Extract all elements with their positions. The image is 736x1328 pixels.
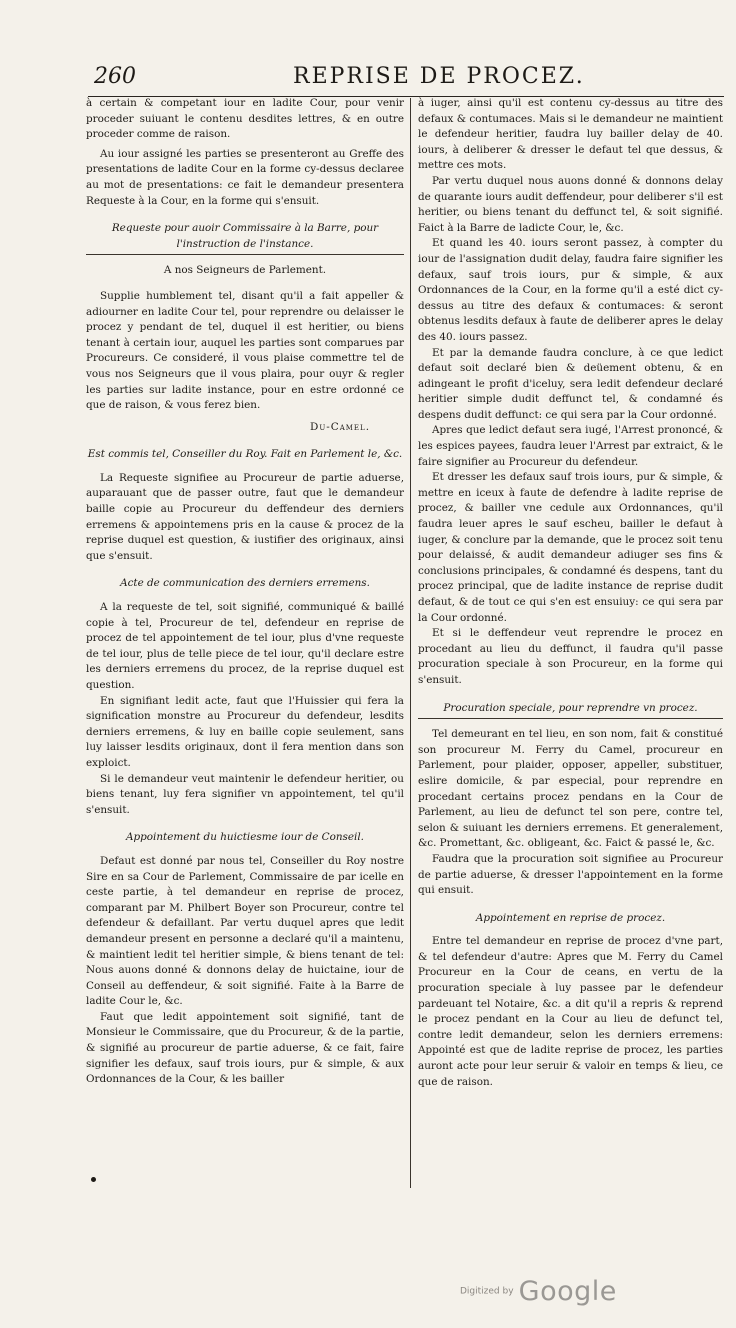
paragraph: Au iour assigné les parties se presenteront au Greffe des presentations de ladite Cour en la forme cy-dessus declaree au mot de presentations: ce fait le demandeur presentera Requeste à la Cour, en la forme qui s'ensuit. [86, 147, 404, 207]
section-heading: Appointement du huictiesme iour de Conseil. [125, 831, 364, 844]
paragraph: Par vertu duquel nous auons donné & donnons delay de quarante iours audit deffendeur, pour deliberer s'il est heritier, ou biens tenant du deffunct tel, & soit signifié. Faict à la Barre de ladicte Cour, le, &c. [418, 174, 723, 234]
salutation: A nos Seigneurs de Parlement. [163, 264, 327, 277]
paragraph: Tel demeurant en tel lieu, en son nom, fait & constitué son procureur M. Ferry du Camel, procureur en Parlement, pour plaider, opposer, appeller, substituer, eslire domicile, & par especial, pour reprendre en procedant certains procez pendans en la Cour de Parlement, au lieu de defunct tel son pere, contre tel, selon & suiuant les derniers erremens. Et generalement, &c. Promettant, &c. obligeant, &c. Faict & passé le, &c. [418, 728, 723, 850]
paragraph: Defaut est donné par nous tel, Conseiller du Roy nostre Sire en sa Cour de Parlement, Commissaire de par icelle en ceste partie, à tel demandeur en reprise de procez, comparant par M. Philbert Boyer son Procureur, contre tel defendeur & defaillant. Par vertu duquel apres que ledit demandeur present en personne a declaré qu'il a maintenu, & maintient ledit tel heritier simple, & biens tenant de tel: Nous auons donné & donnons delay de huictaine, iour de Conseil au deffendeur, & soit signifié. Faite à la Barre de ladite Cour le, &c. [86, 854, 404, 1008]
paragraph: A la requeste de tel, soit signifié, communiqué & baillé copie à tel, Procureur de tel, defendeur en reprise de procez de tel appointement de tel iour, plus d'vne requeste de tel iour, plus de telle piece de tel iour, qu'il declare estre les derniers erremens du procez, de la reprise duquel est question. [86, 601, 404, 691]
section-heading: Acte de communication des derniers erremens. [120, 577, 370, 590]
paragraph: à iuger, ainsi qu'il est contenu cy-dessus au titre des defaux & contumaces. Mais si le demandeur ne maintient le defendeur heritier, faudra luy bailler delay de 40. iours, à deliberer & dresser le defaut tel que dessus, & mettre ces mots. [418, 97, 723, 172]
margin-bullet [91, 1177, 96, 1182]
paragraph: à certain & competant iour en ladite Cour, pour venir proceder suiuant le contenu desdites lettres, & en outre proceder comme de raison. [86, 97, 404, 141]
section-heading: Procuration speciale, pour reprendre vn procez. [418, 701, 723, 720]
paragraph: Si le demandeur veut maintenir le defendeur heritier, ou biens tenant, luy fera signifier vn appointement, tel qu'il s'ensuit. [86, 772, 404, 816]
section-heading: Appointement en reprise de procez. [475, 911, 666, 924]
paragraph: Et dresser les defaux sauf trois iours, pur & simple, & mettre en iceux à faute de defendre à ladite reprise de procez, & bailler vne cedule aux Ordonnances, qu'il faudra leuer apres le sauf escheu, bailler le defaut à iuger, & conclure par la demande, que le procez soit tenu pour delaissé, & audit demandeur adiuger ses fins & conclusions principales, & condamné és despens, tant du procez principal, que de ladite instance de reprise dudit defaut, & de tout ce qui s'en est ensuiuy: ce qui sera par la Cour ordonné. [418, 471, 723, 624]
paragraph: Faudra que la procuration soit signifiee au Procureur de partie aduerse, & dresser l'appointement en la forme qui ensuit. [418, 852, 723, 897]
paragraph: Apres que ledict defaut sera iugé, l'Arrest prononcé, & les espices payees, faudra leuer l'Arrest par extraict, & le faire signifier au Procureur du defendeur. [418, 424, 723, 468]
digitized-watermark [460, 1276, 617, 1307]
paragraph: La Requeste signifiee au Procureur de partie aduerse, auparauant que de passer outre, faut que le demandeur baille copie au Procureur du deffendeur des derniers erremens & appointemens pris en la cause & procez de la reprise duquel est question, & iustifier des originaux, ainsi que s'ensuit. [86, 471, 404, 562]
paragraph: Entre tel demandeur en reprise de procez d'vne part, & tel defendeur d'autre: Apres que M. Ferry du Camel Procureur en la Cour de ceans, en vertu de la procuration speciale à luy passee par le defendeur pardeuant tel Notaire, &c. a dit qu'il a repris & reprend le procez pendant en la Cour au lieu de defunct tel, contre ledit demandeur, selon les derniers erremens: Appointé est que de ladite reprise de procez, les parties auront acte pour leur seruir & valoir en temps & lieu, ce que de raison. [418, 935, 723, 1088]
right-column [418, 96, 723, 1188]
paragraph: Et si le deffendeur veut reprendre le procez en procedant au lieu du deffunct, il faudra qu'il passe procuration speciale à son Procureur, en la forme qui s'ensuit. [418, 627, 723, 686]
google-logo: Google [518, 1276, 617, 1307]
paragraph: En signifiant ledit acte, faut que l'Huissier qui fera la signification monstre au Procureur du defendeur, lesdits derniers erremens, & luy en baille copie seulement, sans luy laisser lesdits originaux, dont il fera mention dans son exploict. [86, 694, 404, 769]
section-heading: Requeste pour auoir Commissaire à la Barre, pour l'instruction de l'instance. [86, 221, 404, 255]
signature-line: Du-Camel. [310, 420, 370, 433]
page-number: 260 [94, 64, 136, 89]
page-header [88, 60, 724, 97]
paragraph: Faut que ledit appointement soit signifié, tant de Monsieur le Commissaire, que du Procureur, & de la partie, & signifié au procureur de partie aduerse, & ce fait, faire signifier les defaux, sauf trois iours, pur & simple, & aux Ordonnances de la Cour, & les bailler [86, 1010, 404, 1086]
left-column [86, 96, 404, 1188]
paragraph: Et quand les 40. iours seront passez, à compter du iour de l'assignation dudit delay, faudra faire signifier les defaux, sauf trois iours, pur & simple, & aux Ordonnances de la Cour, en la forme qu'il a esté dict cy-dessus au titre des defaux & contumaces: & seront obtenus lesdits defaux à faute de deliberer apres le delay des 40. iours passez. [418, 237, 723, 343]
digitized-by-label: Digitized by [460, 1286, 514, 1297]
running-title: REPRISE DE PROCEZ. [293, 64, 585, 89]
paragraph: Et par la demande faudra conclure, à ce que ledict defaut soit declaré bien & deüement obtenu, & en adingeant le profit d'iceluy, sera ledit defendeur declaré heritier simple dudit deffunct tel, & condamné és despens dudit deffunct: ce qui sera par la Cour ordonné. [418, 346, 723, 421]
column-divider [410, 98, 411, 1188]
section-heading: Est commis tel, Conseiller du Roy. Fait en Parlement le, &c. [87, 448, 403, 461]
paragraph: Supplie humblement tel, disant qu'il a fait appeller & adiourner en ladite Cour tel, pour reprendre ou delaisser le procez y pendant de tel, duquel il est heritier, ou biens tenant à certain iour, auquel les parties sont comparues par Procureurs. Ce consideré, il vous plaise commettre tel de vous nos Seigneurs que il vous plaira, pour ouyr & regler les parties sur ladite instance, pour en estre ordonné ce que de raison, & vous ferez bien. [86, 289, 404, 412]
